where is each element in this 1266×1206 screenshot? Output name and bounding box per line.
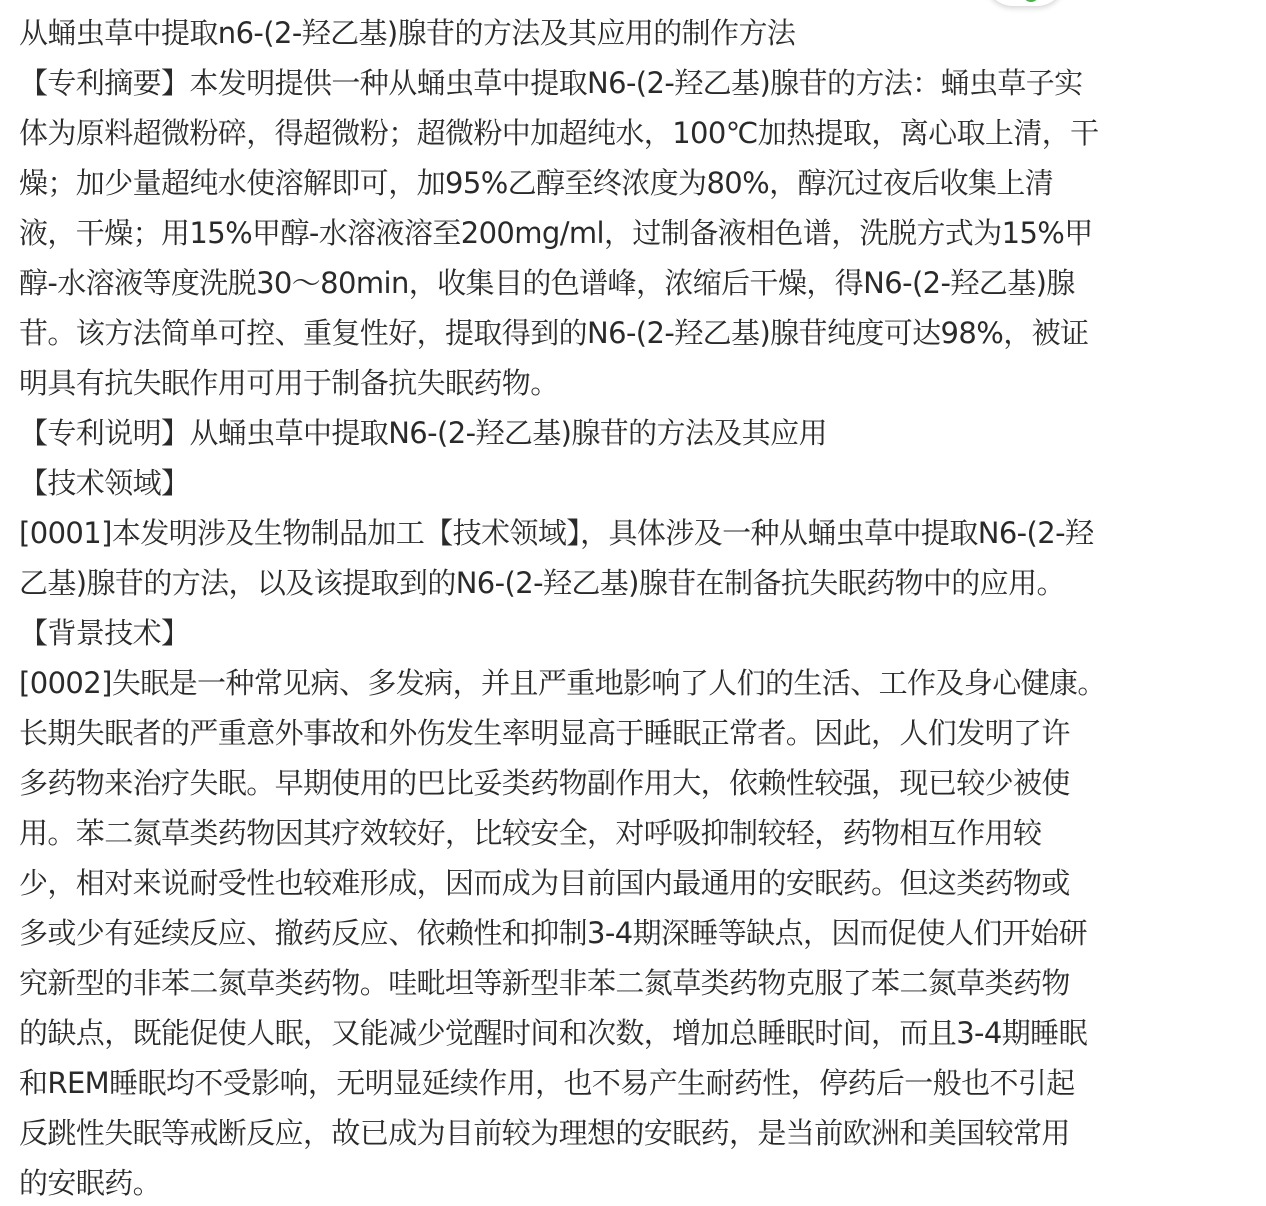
paragraph-0002-line: [0002]失眠是一种常见病、多发病，并且严重地影响了人们的生活、工作及身心健康。 [19,666,1106,700]
paragraph-0001-line: [0001]本发明涉及生物制品加工【技术领域】，具体涉及一种从蛹虫草中提取N6-(2-羟 [19,516,1094,550]
abstract-line: 体为原料超微粉碎，得超微粉；超微粉中加超纯水，100℃加热提取，离心取上清，干 [19,116,1099,150]
section-heading-technical-field: 【技术领域】 [19,466,190,500]
document-title: 从蛹虫草中提取n6-(2-羟乙基)腺苷的方法及其应用的制作方法 [19,16,796,50]
top-floating-badge [985,0,1065,6]
paragraph-0002-line: 究新型的非苯二氮草类药物。哇毗坦等新型非苯二氮草类药物克服了苯二氮草类药物 [19,966,1070,1000]
paragraph-0002-line: 的安眠药。 [19,1166,162,1200]
green-badge-icon [1023,0,1039,2]
abstract-line: 燥；加少量超纯水使溶解即可，加95%乙醇至终浓度为80%，醇沉过夜后收集上清 [19,166,1054,200]
document-body [19,8,1234,1206]
description-heading: 【专利说明】从蛹虫草中提取N6-(2-羟乙基)腺苷的方法及其应用 [19,416,827,450]
paragraph-0002-line: 少，相对来说耐受性也较难形成，因而成为目前国内最通用的安眠药。但这类药物或 [19,866,1070,900]
paragraph-0002-line: 和REM睡眠均不受影响，无明显延续作用，也不易产生耐药性，停药后一般也不引起 [19,1066,1075,1100]
abstract-line: 苷。该方法简单可控、重复性好，提取得到的N6-(2-羟乙基)腺苷纯度可达98%，被证 [19,316,1089,350]
abstract-line: 【专利摘要】本发明提供一种从蛹虫草中提取N6-(2-羟乙基)腺苷的方法：蛹虫草子实 [19,66,1083,100]
paragraph-0002-line: 的缺点，既能促使人眠，又能减少觉醒时间和次数，增加总睡眠时间，而且3-4期睡眠 [19,1016,1087,1050]
abstract-line: 醇-水溶液等度洗脱30～80min，收集目的色谱峰，浓缩后干燥，得N6-(2-羟乙基)腺 [19,266,1075,300]
paragraph-0002-line: 多或少有延续反应、撤药反应、依赖性和抑制3-4期深睡等缺点，因而促使人们开始研 [19,916,1087,950]
paragraph-0002-line: 反跳性失眠等戒断反应，故已成为目前较为理想的安眠药，是当前欧洲和美国较常用 [19,1116,1070,1150]
paragraph-0002-line: 多药物来治疗失眠。早期使用的巴比妥类药物副作用大，依赖性较强，现已较少被使 [19,766,1070,800]
paragraph-0002-line: 长期失眠者的严重意外事故和外伤发生率明显高于睡眠正常者。因此，人们发明了许 [19,716,1070,750]
section-heading-background: 【背景技术】 [19,616,190,650]
abstract-line: 明具有抗失眠作用可用于制备抗失眠药物。 [19,366,559,400]
paragraph-0002-line: 用。苯二氮草类药物因其疗效较好，比较安全，对呼吸抑制较轻，药物相互作用较 [19,816,1042,850]
paragraph-0001-line: 乙基)腺苷的方法，以及该提取到的N6-(2-羟乙基)腺苷在制备抗失眠药物中的应用。 [19,566,1065,600]
abstract-line: 液，干燥；用15%甲醇-水溶液溶至200mg/ml，过制备液相色谱，洗脱方式为15%甲 [19,216,1093,250]
